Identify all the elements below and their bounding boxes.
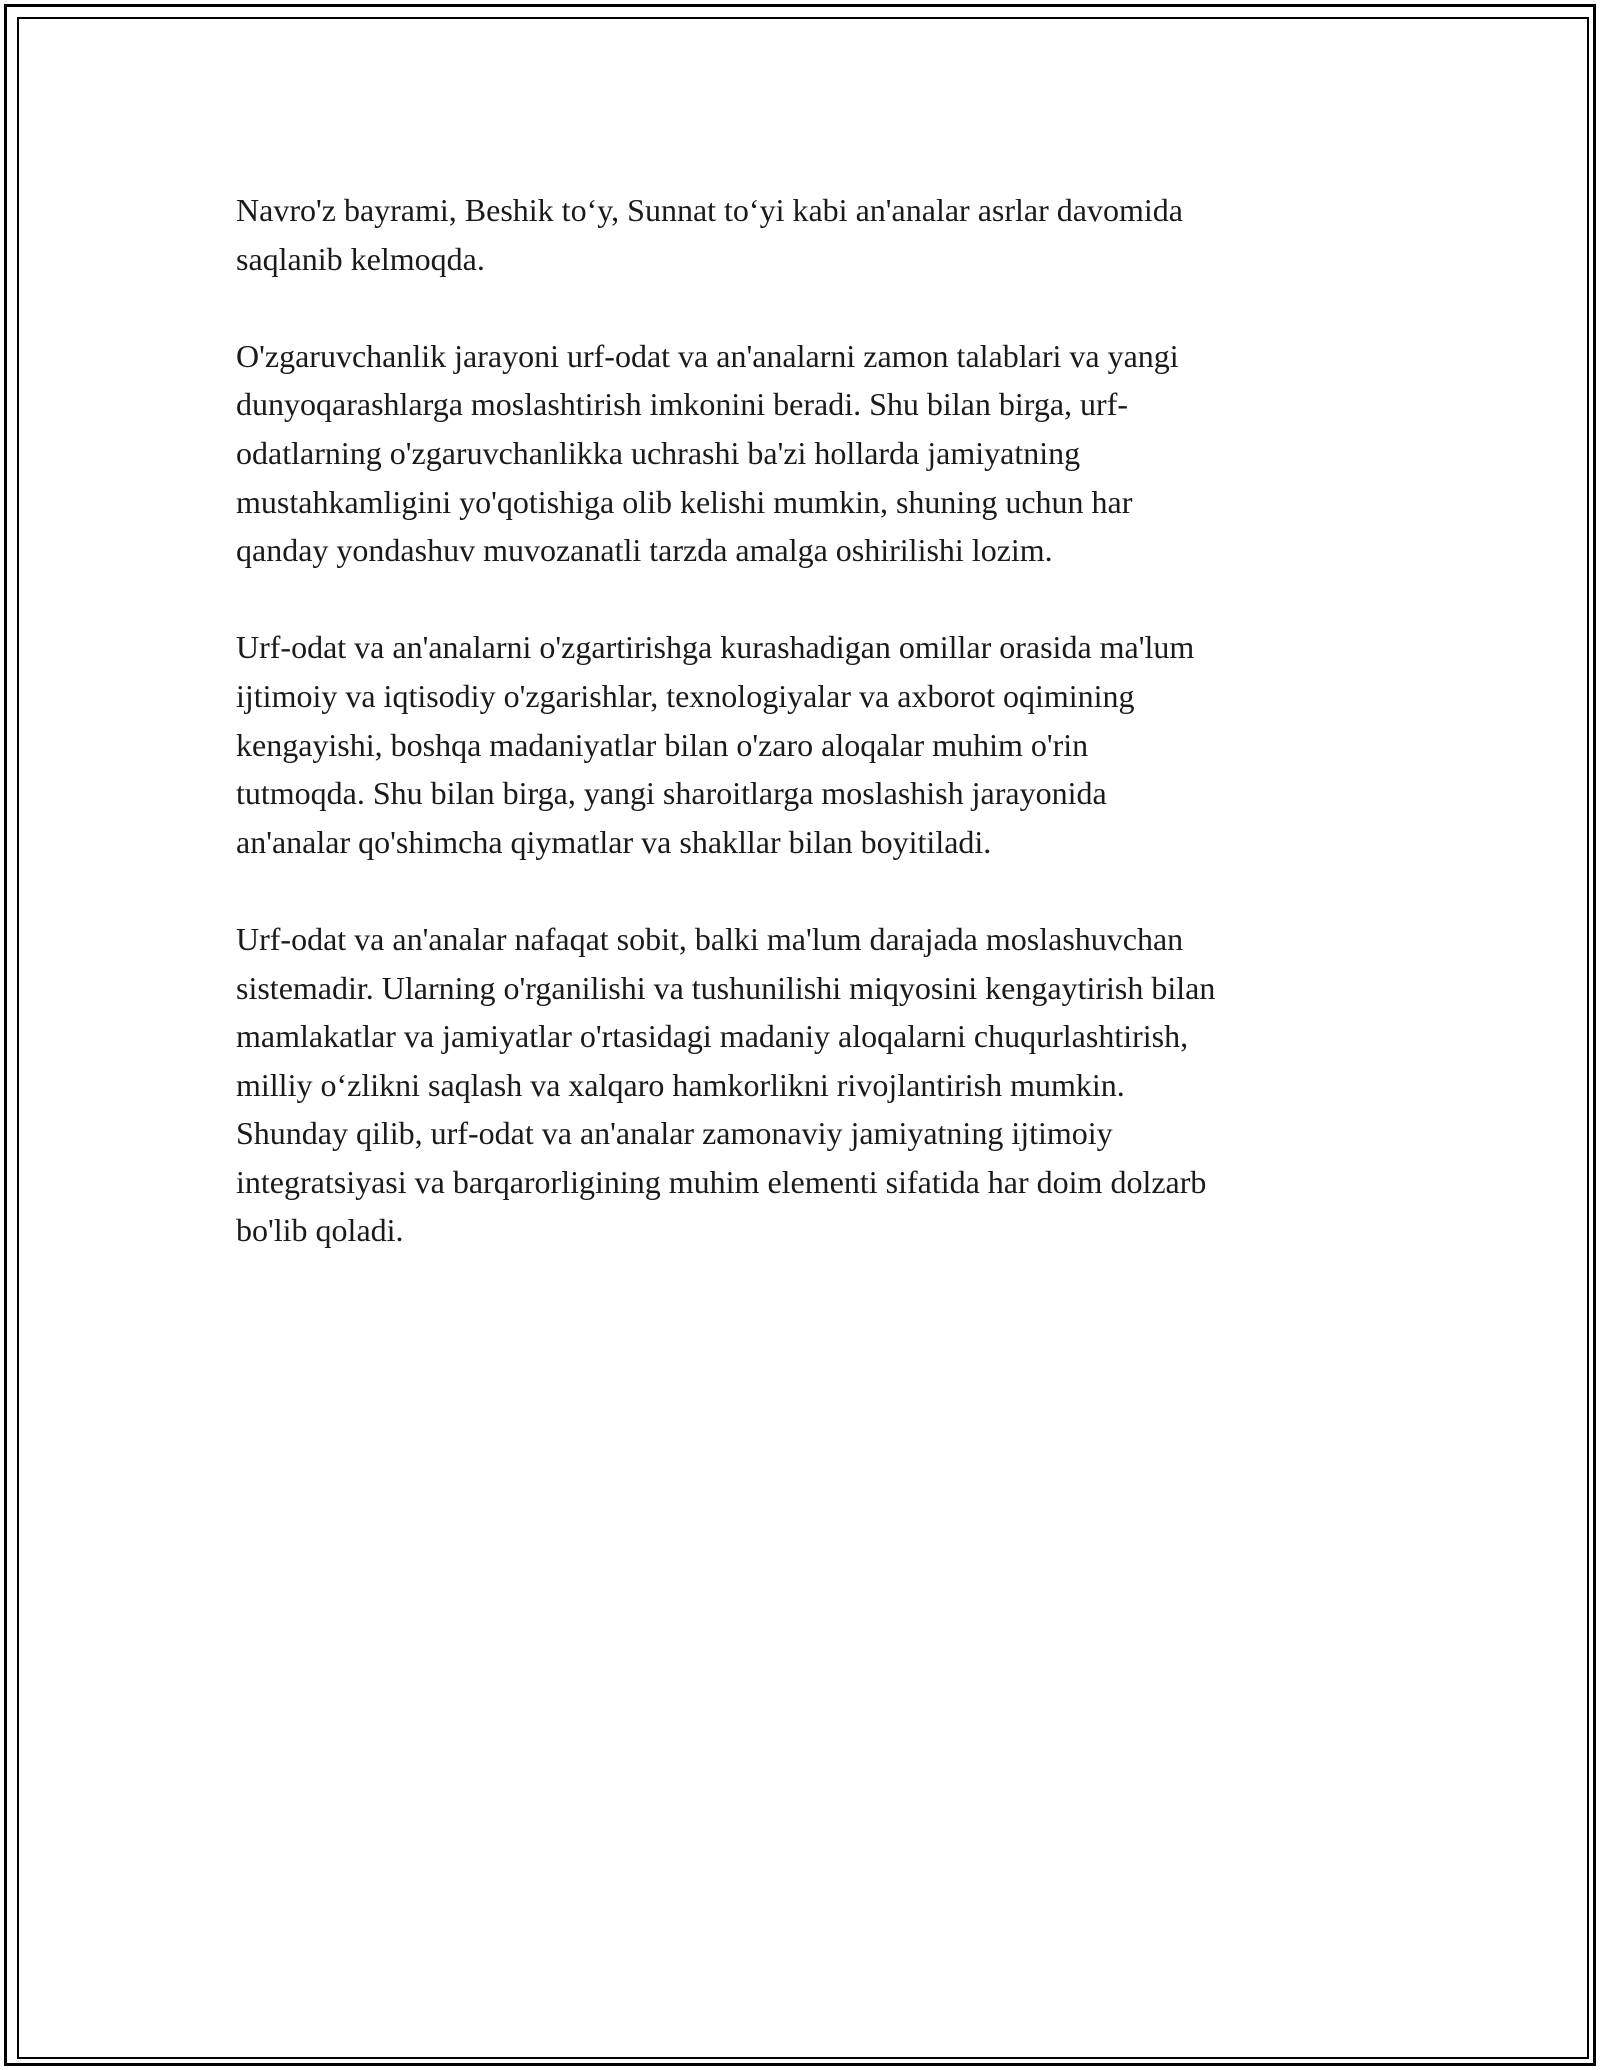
text-line: sistemadir. Ularning o'rganilishi va tushunilishi miqyosini kengaytirish bilan bbox=[236, 969, 1216, 1006]
text-line: Shunday qilib, urf-odat va an'analar zamonaviy jamiyatning ijtimoiy bbox=[236, 1115, 1113, 1152]
text-line: Navro'z bayrami, Beshik to‘y, Sunnat to‘yi kabi an'analar asrlar davomida bbox=[236, 192, 1183, 228]
text-line: integratsiyasi va barqarorligining muhim elementi sifatida har doim dolzarb bbox=[236, 1163, 1207, 1200]
text-line: an'analar qo'shimcha qiymatlar va shakllar bilan boyitiladi. bbox=[236, 823, 992, 860]
text-line: qanday yondashuv muvozanatli tarzda amalga oshirilishi lozim. bbox=[236, 532, 1053, 569]
paragraph-3 bbox=[236, 623, 1386, 866]
text-line: Urf-odat va an'analarni o'zgartirishga kurashadigan omillar orasida ma'lum bbox=[236, 629, 1195, 666]
paragraph-2 bbox=[236, 332, 1386, 575]
text-line: dunyoqarashlarga moslashtirish imkonini beradi. Shu bilan birga, urf- bbox=[236, 386, 1128, 423]
text-line: odatlarning o'zgaruvchanlikka uchrashi ba'zi hollarda jamiyatning bbox=[236, 434, 1081, 471]
text-line: mamlakatlar va jamiyatlar o'rtasidagi madaniy aloqalarni chuqurlashtirish, bbox=[236, 1018, 1189, 1055]
text-line: milliy o‘zlikni saqlash va xalqaro hamkorlikni rivojlantirish mumkin. bbox=[236, 1066, 1125, 1103]
text-line: O'zgaruvchanlik jarayoni urf-odat va an'analarni zamon talablari va yangi bbox=[236, 337, 1179, 374]
text-line: saqlanib kelmoqda. bbox=[236, 240, 485, 277]
text-line: ijtimoiy va iqtisodiy o'zgarishlar, texnologiyalar va axborot oqimining bbox=[236, 677, 1135, 714]
paragraph-4 bbox=[236, 915, 1386, 1255]
text-line: kengayishi, boshqa madaniyatlar bilan o'zaro aloqalar muhim o'rin bbox=[236, 726, 1089, 763]
text-line: tutmoqda. Shu bilan birga, yangi sharoitlarga moslashish jarayonida bbox=[236, 775, 1107, 812]
text-line: bo'lib qoladi. bbox=[236, 1212, 404, 1249]
document-body bbox=[236, 186, 1386, 1304]
paragraph-1 bbox=[236, 186, 1386, 283]
text-line: mustahkamligini yo'qotishiga olib kelishi mumkin, shuning uchun har bbox=[236, 483, 1133, 520]
text-line: Urf-odat va an'analar nafaqat sobit, balki ma'lum darajada moslashuvchan bbox=[236, 920, 1184, 957]
